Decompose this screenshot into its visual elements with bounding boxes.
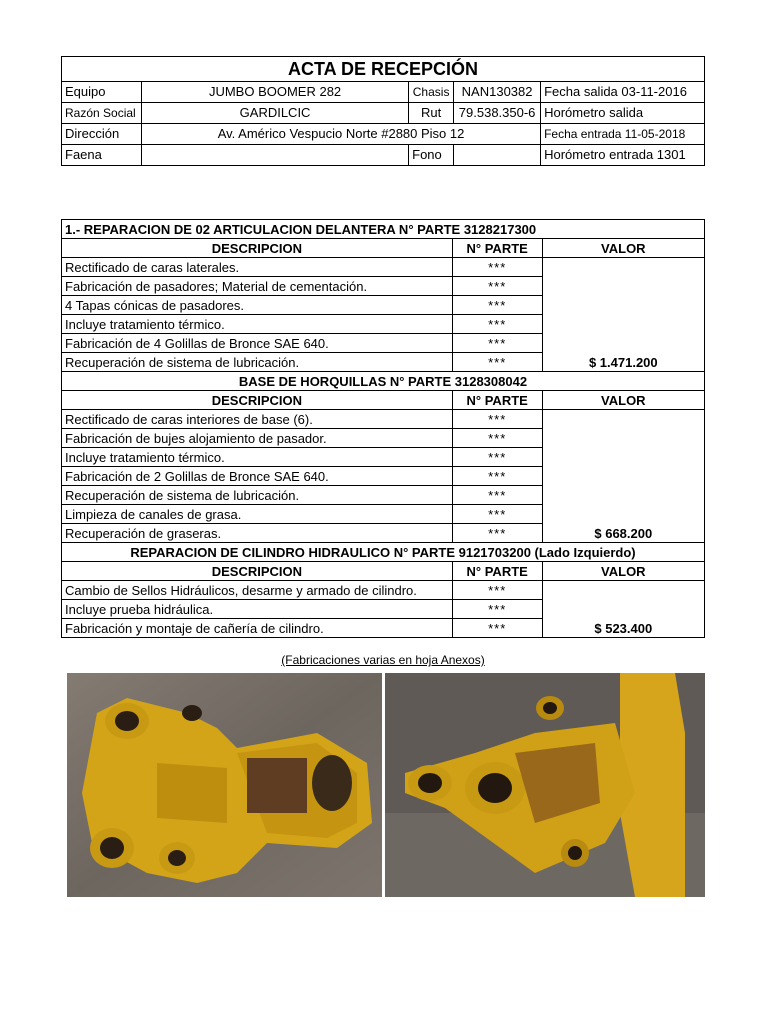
header-row-razon — [62, 103, 705, 124]
header-row-faena — [62, 145, 705, 166]
item-description: 4 Tapas cónicas de pasadores. — [62, 296, 453, 315]
item-part-number: *** — [452, 581, 542, 600]
item-part-number: *** — [452, 296, 542, 315]
item-description: Fabricación de 4 Golillas de Bronce SAE 640. — [62, 334, 453, 353]
item-description: Cambio de Sellos Hidráulicos, desarme y armado de cilindro. — [62, 581, 453, 600]
header-value: Av. Américo Vespucio Norte #2880 Piso 12 — [141, 124, 540, 145]
header-field-value: 79.538.350-6 — [454, 103, 541, 124]
item-description: Recuperación de sistema de lubricación. — [62, 486, 453, 505]
item-part-number: *** — [452, 353, 542, 372]
table-row — [62, 410, 705, 429]
column-header: N° PARTE — [452, 562, 542, 581]
header-right: Fecha salida 03-11-2016 — [541, 82, 705, 103]
header-row-equipo — [62, 82, 705, 103]
header-label: Faena — [62, 145, 142, 166]
header-right: Horómetro salida — [541, 103, 705, 124]
item-description: Recuperación de graseras. — [62, 524, 453, 543]
item-description: Fabricación de bujes alojamiento de pasador. — [62, 429, 453, 448]
header-field-label: Fono — [409, 145, 454, 166]
section-title-row — [62, 543, 705, 562]
item-description: Recuperación de sistema de lubricación. — [62, 353, 453, 372]
column-header: VALOR — [542, 562, 704, 581]
header-label: Dirección — [62, 124, 142, 145]
column-header: VALOR — [542, 391, 704, 410]
column-header: N° PARTE — [452, 391, 542, 410]
column-header: DESCRIPCION — [62, 391, 453, 410]
header-value: JUMBO BOOMER 282 — [141, 82, 408, 103]
header-row-direccion — [62, 124, 705, 145]
item-part-number: *** — [452, 600, 542, 619]
item-part-number: *** — [452, 334, 542, 353]
section-title: BASE DE HORQUILLAS N° PARTE 3128308042 — [62, 372, 705, 391]
item-description: Rectificado de caras laterales. — [62, 258, 453, 277]
table-row — [62, 581, 705, 600]
column-header-row — [62, 239, 705, 258]
item-description: Limpieza de canales de grasa. — [62, 505, 453, 524]
item-description: Fabricación y montaje de cañería de cilindro. — [62, 619, 453, 638]
section-title-row — [62, 372, 705, 391]
item-description: Rectificado de caras interiores de base (6). — [62, 410, 453, 429]
document-title: ACTA DE RECEPCIÓN — [62, 57, 705, 82]
header-value — [141, 145, 408, 166]
item-part-number: *** — [452, 448, 542, 467]
header-value: GARDILCIC — [141, 103, 408, 124]
item-description: Fabricación de pasadores; Material de cementación. — [62, 277, 453, 296]
header-right: Fecha entrada 11-05-2018 — [541, 124, 705, 145]
item-part-number: *** — [452, 277, 542, 296]
photo-articulation-right — [385, 673, 705, 897]
item-description: Incluye prueba hidráulica. — [62, 600, 453, 619]
item-description: Incluye tratamiento térmico. — [62, 448, 453, 467]
photo-articulation-left — [67, 673, 382, 897]
section-value: $ 523.400 — [542, 581, 704, 638]
header-table — [61, 56, 705, 166]
section-title: REPARACION DE CILINDRO HIDRAULICO N° PARTE 9121703200 (Lado Izquierdo) — [62, 543, 705, 562]
column-header: DESCRIPCION — [62, 562, 453, 581]
section-title: 1.- REPARACION DE 02 ARTICULACION DELANTERA N° PARTE 3128217300 — [62, 220, 705, 239]
item-part-number: *** — [452, 505, 542, 524]
item-part-number: *** — [452, 524, 542, 543]
header-field-value: NAN130382 — [454, 82, 541, 103]
section-value: $ 1.471.200 — [542, 258, 704, 372]
column-header: N° PARTE — [452, 239, 542, 258]
item-part-number: *** — [452, 467, 542, 486]
header-right: Horómetro entrada 1301 — [541, 145, 705, 166]
column-header: DESCRIPCION — [62, 239, 453, 258]
item-part-number: *** — [452, 315, 542, 334]
header-label: Equipo — [62, 82, 142, 103]
section-title-row — [62, 220, 705, 239]
repair-table — [61, 219, 705, 638]
item-description: Fabricación de 2 Golillas de Bronce SAE 640. — [62, 467, 453, 486]
header-field-label: Rut — [409, 103, 454, 124]
column-header-row — [62, 391, 705, 410]
header-field-value — [454, 145, 541, 166]
item-part-number: *** — [452, 429, 542, 448]
table-row — [62, 258, 705, 277]
column-header-row — [62, 562, 705, 581]
item-part-number: *** — [452, 619, 542, 638]
column-header: VALOR — [542, 239, 704, 258]
item-description: Incluye tratamiento térmico. — [62, 315, 453, 334]
header-field-label: Chasis — [409, 82, 454, 103]
section-value: $ 668.200 — [542, 410, 704, 543]
item-part-number: *** — [452, 410, 542, 429]
annex-note: (Fabricaciones varias en hoja Anexos) — [281, 653, 485, 667]
item-part-number: *** — [452, 486, 542, 505]
item-part-number: *** — [452, 258, 542, 277]
header-label: Razón Social — [62, 103, 142, 124]
